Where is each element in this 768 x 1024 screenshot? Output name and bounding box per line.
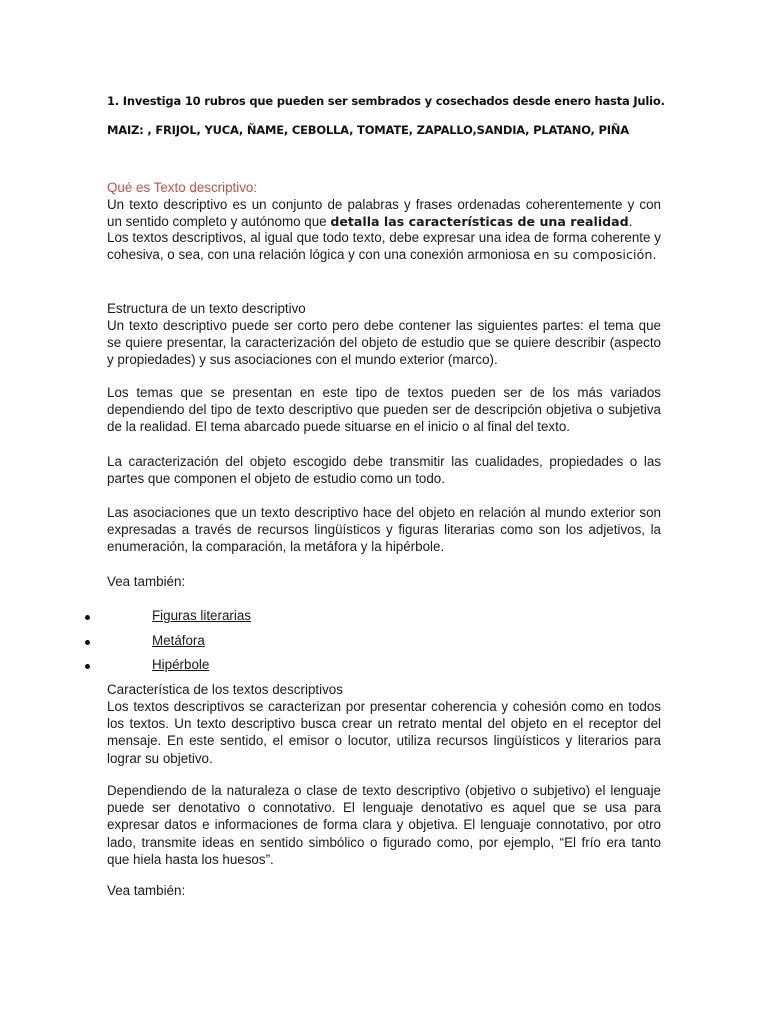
section-heading-texto-descriptivo: Qué es Texto descriptivo: xyxy=(107,180,258,195)
paragraph-coherence-tail: en su composición. xyxy=(533,248,657,264)
paragraph-estructura: Un texto descriptivo puede ser corto pero debe contener las siguientes partes: el tema que se quiere presentar, la caracterización del objeto de estudio que se quiere describir (aspecto y propiedades) y sus asociaciones con el mundo exterior (marco). xyxy=(107,318,661,368)
paragraph-coherence xyxy=(107,229,661,264)
paragraph-temas: Los temas que se presentan en este tipo de textos pueden ser de los más variados dependiendo del tipo de texto descriptivo que pueden ser de descripción objetiva o subjetiva de la realidad. El tema abarcado puede situarse en el inicio o al final del texto. xyxy=(107,385,661,435)
bullet-icon xyxy=(84,639,92,647)
see-also-label-2: Vea también: xyxy=(107,883,186,898)
paragraph-caracteristicas: Los textos descriptivos se caracterizan por presentar coherencia y cohesión como en todos los textos. Un texto descriptivo busca crear un retrato mental del objeto en el receptor del mensaje. En este sentido, el emisor o locutor, utiliza recursos lingüísticos y literarios para lograr su objetivo. xyxy=(107,699,661,766)
see-also-label: Vea también: xyxy=(107,574,186,589)
link-metafora[interactable]: Metáfora xyxy=(152,633,205,648)
answer-line: MAIZ: , FRIJOL, YUCA, ÑAME, CEBOLLA, TOMATE, ZAPALLO,SANDIA, PLATANO, PIÑA xyxy=(107,123,629,137)
bullet-icon xyxy=(84,614,92,622)
bullet-icon xyxy=(84,663,92,671)
section-heading-estructura: Estructura de un texto descriptivo xyxy=(107,301,306,316)
paragraph-definition xyxy=(107,196,661,230)
link-figuras-literarias[interactable]: Figuras literarias xyxy=(152,608,251,623)
section-heading-caracteristica: Característica de los textos descriptivos xyxy=(107,682,343,697)
paragraph-definition-text: Un texto descriptivo es un conjunto de palabras y frases ordenadas coherentemente y con un sentido completo y autónomo que xyxy=(107,197,661,230)
paragraph-caracterizacion: La caracterización del objeto escogido debe transmitir las cualidades, propiedades o las partes que componen el objeto de estudio como un todo. xyxy=(107,454,661,487)
definition-period: . xyxy=(628,214,633,230)
paragraph-coherence-text: Los textos descriptivos, al igual que todo texto, debe expresar una idea de forma coherente y cohesiva, o sea, con una relación lógica y con una conexión armoniosa xyxy=(107,230,661,263)
paragraph-lenguaje: Dependiendo de la naturaleza o clase de texto descriptivo (objetivo o subjetivo) el lenguaje puede ser denotativo o connotativo. El lenguaje denotativo es aquel que se usa para expresar datos e informaciones de forma clara y objetiva. El lenguaje connotativo, por otro lado, transmite ideas en sentido simbólico o figurado como, por ejemplo, “El frío era tanto que hiela hasta los huesos”. xyxy=(107,783,661,867)
definition-bold-phrase: detalla las características de una realidad xyxy=(330,214,629,230)
paragraph-asociaciones: Las asociaciones que un texto descriptivo hace del objeto en relación al mundo exterior son expresadas a través de recursos lingüísticos y figuras literarias como son los adjetivos, la enumeración, la comparación, la metáfora y la hipérbole. xyxy=(107,505,661,555)
question-line: 1. Investiga 10 rubros que pueden ser sembrados y cosechados desde enero hasta Julio. xyxy=(107,94,665,108)
link-hiperbole[interactable]: Hipérbole xyxy=(152,657,210,672)
